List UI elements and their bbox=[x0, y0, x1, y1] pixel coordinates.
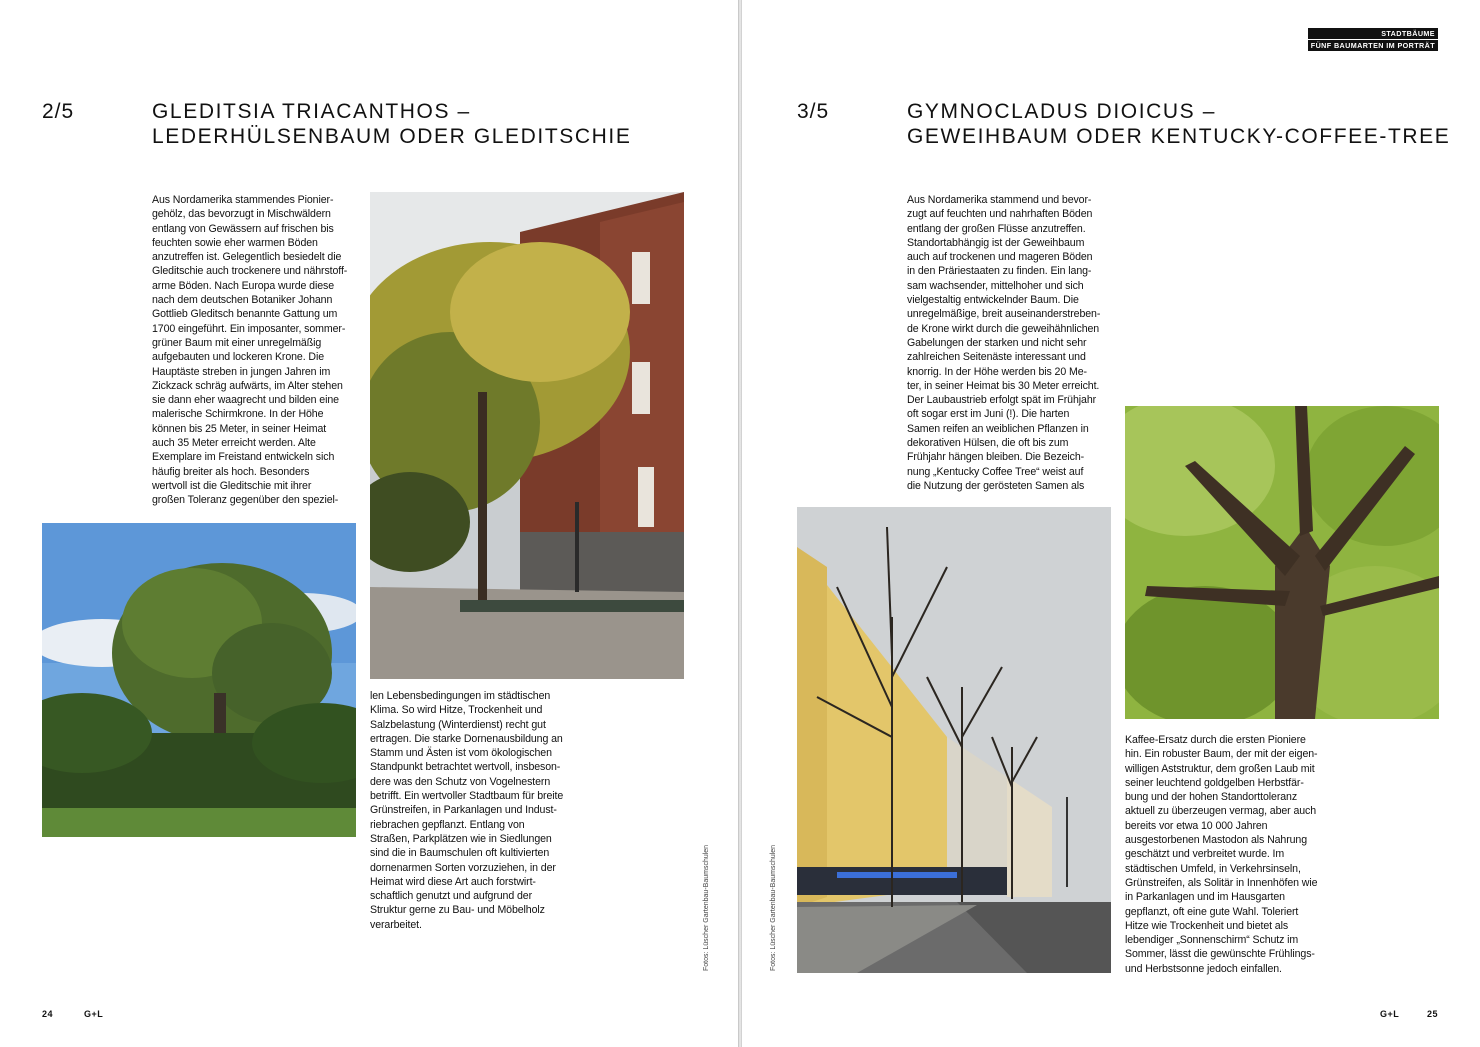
article-title bbox=[907, 99, 1450, 149]
magazine-name: G+L bbox=[84, 1009, 104, 1019]
title-line-1: GLEDITSIA TRIACANTHOS – bbox=[152, 100, 471, 123]
article-title bbox=[152, 99, 631, 149]
title-line-2: GEWEIHBAUM ODER KENTUCKY-COFFEE-TREE bbox=[907, 125, 1451, 148]
body-text-column-2: len Lebensbedingungen im städtischen Klima. So wird Hitze, Trockenheit und Salzbelastung (Winterdienst) recht gut ertragen. Die starke Dornenausbildung an Stamm und Ästen ist vom ökologischen Standpunkt betrachtet wertvoll, insbeson- dere was den Schutz von Vogelnestern betrifft. Ein wertvoller Stadtbaum für breite Grünstreifen, in Parkanlagen und Indust- riebrachen gepflanzt. Entlang von Straßen, Parkplätzen wie in Siedlungen sind die in Baumschulen oft kultivierten dornenarmen Sorten vorzuziehen, in der Heimat wird diese Art auch forstwirt- schaftlich genutzt und aufgrund der Struktur gerne zu Bau- und Möbelholz verarbeitet. bbox=[370, 690, 564, 931]
body-text-column-1: Aus Nordamerika stammendes Pionier- gehölz, das bevorzugt in Mischwäldern entlang von Gewässern auf frischen bis feuchten sowie eher warmen Böden anzutreffen ist. Gelegentlich besiedelt die Gleditschie auch trockenere und nährstoff- arme Böden. Nach Europa wurde diese nach dem deutschen Botaniker Johann Gottlieb Gleditsch benannte Gattung um 1700 eingeführt. Ein imposanter, sommer- grüner Baum mit einer unregelmäßig aufgebauten und lockeren Krone. Die Hauptäste streben in jungen Jahren im Zickzack schräg aufwärts, im Alter stehen sie dann eher waagrecht und bilden eine malerische Schirmkrone. In der Höhe können bis 25 Meter, in seiner Heimat auch 35 Meter erreicht werden. Alte Exemplare im Freistand entwickeln sich häufig breiter als hoch. Besonders wertvoll ist die Gleditschie mit ihrer großen Toleranz gegenüber den speziel- bbox=[152, 194, 348, 507]
photo-gymnocladus-street bbox=[797, 507, 1111, 973]
photo-gymnocladus-canopy bbox=[1125, 406, 1439, 719]
title-line-1: GYMNOCLADUS DIOICUS – bbox=[907, 100, 1216, 123]
photo-credit-right: Fotos: Lüscher Gartenbau-Baumschulen bbox=[770, 844, 777, 971]
title-line-2: LEDERHÜLSENBAUM ODER GLEDITSCHIE bbox=[152, 125, 632, 148]
photo-gleditsia-park bbox=[42, 523, 356, 837]
section-tag-line-2: FÜNF BAUMARTEN IM PORTRÄT bbox=[1308, 40, 1438, 51]
article-number: 2/5 bbox=[42, 100, 75, 123]
body-text-column-1: Aus Nordamerika stammend und bevor- zugt auf feuchten und nahrhaften Böden entlang der großen Flüsse anzutreffen. Standortabhängig ist der Geweihbaum auch auf trockenen und mageren Böden in den Präriestaaten zu finden. Ein lang- sam wachsender, mittelhoher und sich vielgestaltig entwickelnder Baum. Die unregelmäßige, breit auseinanderstreben- de Krone wirkt durch die geweihähnlichen Gabelungen der starken und nicht sehr zahlreichen Seitenäste interessant und knorrig. In der Höhe werden bis 20 Me- ter, in seiner Heimat bis 30 Meter erreicht. Der Laubaustrieb erfolgt spät im Frühjahr oft sogar erst im Juni (!). Die harten Samen reifen an weiblichen Pflanzen in dekorativen Hülsen, die oft bis zum Frühjahr hängen bleiben. Die Bezeich- nung „Kentucky Coffee Tree“ weist auf die Nutzung der gerösteten Samen als bbox=[907, 194, 1101, 492]
photo-credit: Fotos: Lüscher Gartenbau-Baumschulen bbox=[703, 844, 710, 971]
photo-gleditsia-street bbox=[370, 192, 684, 679]
page-number: 24 bbox=[42, 1009, 54, 1019]
page-number: 25 bbox=[1427, 1009, 1439, 1019]
section-tag-line-1: STADTBÄUME bbox=[1308, 28, 1438, 39]
article-number: 3/5 bbox=[797, 100, 830, 123]
left-page bbox=[0, 0, 738, 1047]
right-page bbox=[742, 0, 1480, 1047]
magazine-name: G+L bbox=[1380, 1009, 1400, 1019]
body-text-column-2: Kaffee-Ersatz durch die ersten Pioniere hin. Ein robuster Baum, der mit der eigen- willigen Aststruktur, dem großen Laub mit seiner leuchtend goldgelben Herbstfär- bung und der hohen Standorttoleranz aktuell zu überzeugen vermag, aber auch bereits vor etwa 10 000 Jahren ausgestorbenen Mastodon als Nahrung geschätzt und verbreitet wurde. Im städtischen Umfeld, in Verkehrsinseln, Grünstreifen, als Solitär in Innenhöfen wie in Parkanlagen und im Hausgarten gepflanzt, oft eine gute Wahl. Toleriert Hitze wie Trockenheit und bietet als lebendiger „Sonnenschirm“ Schutz im Sommer, lässt die gewünschte Frühlings- und Herbstsonne jedoch einfallen. bbox=[1125, 734, 1318, 975]
section-tag bbox=[1308, 28, 1438, 51]
